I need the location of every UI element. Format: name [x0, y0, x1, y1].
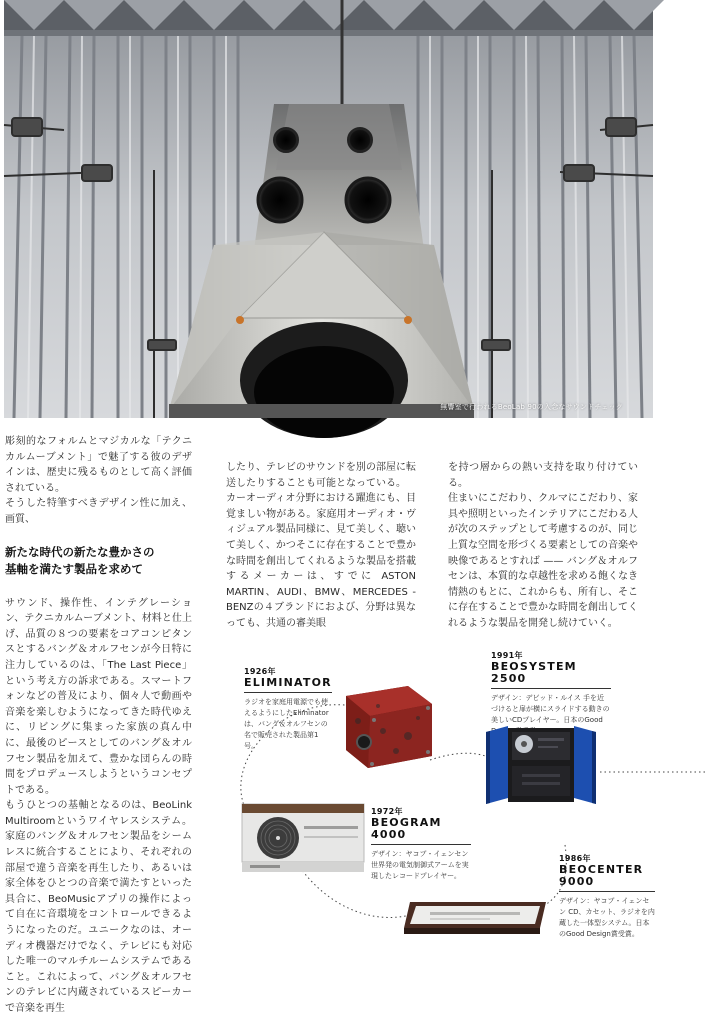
body-paragraph: を持つ層からの熱い支持を取り付けている。	[448, 462, 638, 489]
eliminator-radio-image	[338, 676, 438, 776]
body-paragraph: もうひとつの基軸となるのは、BeoLink Multiroomというワイヤレスシステム。家庭のバング＆オルフセン製品をシームレスに統合することにより、それぞれの部屋で違う音楽を再生したり、あるいは家全体をひとつの音楽で満たすといった具合に、BeoMusicアプリの操作によって自在に音環境をコントロールできるようになったのだ。ユニークなのは、オーディオ機器だけでなく、テレビにも対応した唯一のマルチルームシステムであること。これによって、バング＆オルフセンのテレビに内蔵されているスピーカーで音楽を再生	[5, 800, 192, 1014]
product-name-line-2: 4000	[371, 828, 407, 841]
product-beogram-label	[371, 806, 471, 882]
product-year: 1986年	[559, 854, 591, 863]
product-description: デザイン：ヤコブ・イェンセン CD、カセット、ラジオを内蔵した一体型システム。日本のGood Design賞受賞。	[559, 897, 655, 938]
body-paragraph: 住まいにこだわり、クルマにこだわり、家具や照明といったインテリアにこだわる人が次のステップとして考慮するのが、同じ上質な空間を形づくる要素としての音楽や映像であるとすれば —— バング＆オルフセンは、本質的な卓越性を求める飽くなき情熱のもとに、これからも、所有し、そこに存在することで豊かな時間を創出してくれるような製品を開発し続けていく。	[448, 493, 638, 629]
product-description: デザイン：デビッド・ルイス 手を近づけると扉が横にスライドする動きの美しいCDプレイヤー。日本のGood	[491, 694, 610, 724]
anechoic-chamber-illustration	[4, 0, 653, 418]
product-eliminator-label	[244, 666, 332, 752]
product-name-line-1: BEOGRAM	[371, 816, 442, 829]
beosystem-2500-image	[482, 722, 600, 814]
divider	[559, 891, 655, 892]
product-description: デザイン：ヤコブ・イェンセン 世界発の電気制御式アームを実現したレコードプレイヤー。	[371, 850, 469, 880]
divider	[491, 688, 611, 689]
product-year: 1972年	[371, 807, 403, 816]
hero-photo	[4, 0, 653, 418]
product-description: ラジオを家庭用電源でも使えるようにしたEliminatorは、バング＆オルフセンの名で販売された製品第1号。	[244, 698, 329, 750]
product-year: 1926年	[244, 667, 276, 676]
product-name-line-1: BEOCENTER	[559, 863, 644, 876]
article-column-2	[226, 460, 416, 632]
product-year: 1991年	[491, 651, 523, 660]
divider	[371, 844, 471, 845]
intro-paragraph: 彫刻的なフォルムとマジカルな「テクニカルムーブメント」で魅了する彼のデザインは、歴史に残るものとして高く評価されている。	[5, 436, 192, 494]
body-paragraph: カーオーディオ分野における躍進にも、目覚ましい物がある。家庭用オーディオ・ヴィジュアル製品同様に、見て美しく、聴いて美しく、かつそこに存在することで豊かな時間を創出してくれるような製品を搭載するメーカーは、すでに ASTON MARTIN、AUDI、BMW、MERCEDES - BENZの４ブランドにおよび、分野は異なっても、共通の審美眼	[226, 493, 416, 629]
product-name: BEOSYSTEM 2500	[491, 660, 577, 685]
subheading-line-1: 新たな時代の新たな豊かさの	[5, 544, 155, 559]
hero-caption: 無響室で行われるBeoLab 90の入念なサウンドチェック	[440, 403, 623, 411]
body-paragraph: したり、テレビのサウンドを別の部屋に転送したりすることも可能となっている。	[226, 462, 416, 489]
article-column-3	[448, 460, 638, 632]
product-name-line-2: 9000	[559, 875, 595, 888]
product-beocenter-label	[559, 853, 655, 940]
section-subheading	[5, 544, 192, 578]
article-column-1	[5, 434, 192, 1017]
beocenter-9000-image	[400, 898, 550, 940]
body-paragraph: サウンド、操作性、インテグレーション、テクニカルムーブメント、材料と仕上げ、品質の８つの要素をコアコンピタンスとするバング＆オルフセンが今日特に注力しているのは、「The Last Piece」という考え方の訴求である。スマートフォンなどの普及により、個々人で動画や音楽を楽しむようになってきた時代ゆえに、リビングに集まった家族の真ん中に、最後のピースとしてのバング＆オルフセン製品を加えて、豊かな団らんの時間をプロデュースしようというコンセプトである。	[5, 597, 192, 796]
divider	[244, 692, 332, 693]
subheading-line-2: 基軸を満たす製品を求めて	[5, 561, 143, 576]
intro-paragraph-continued: そうした特筆すべきデザイン性に加え、画質、	[5, 498, 192, 525]
beogram-4000-image	[240, 800, 366, 878]
product-name: ELIMINATOR	[244, 676, 332, 689]
